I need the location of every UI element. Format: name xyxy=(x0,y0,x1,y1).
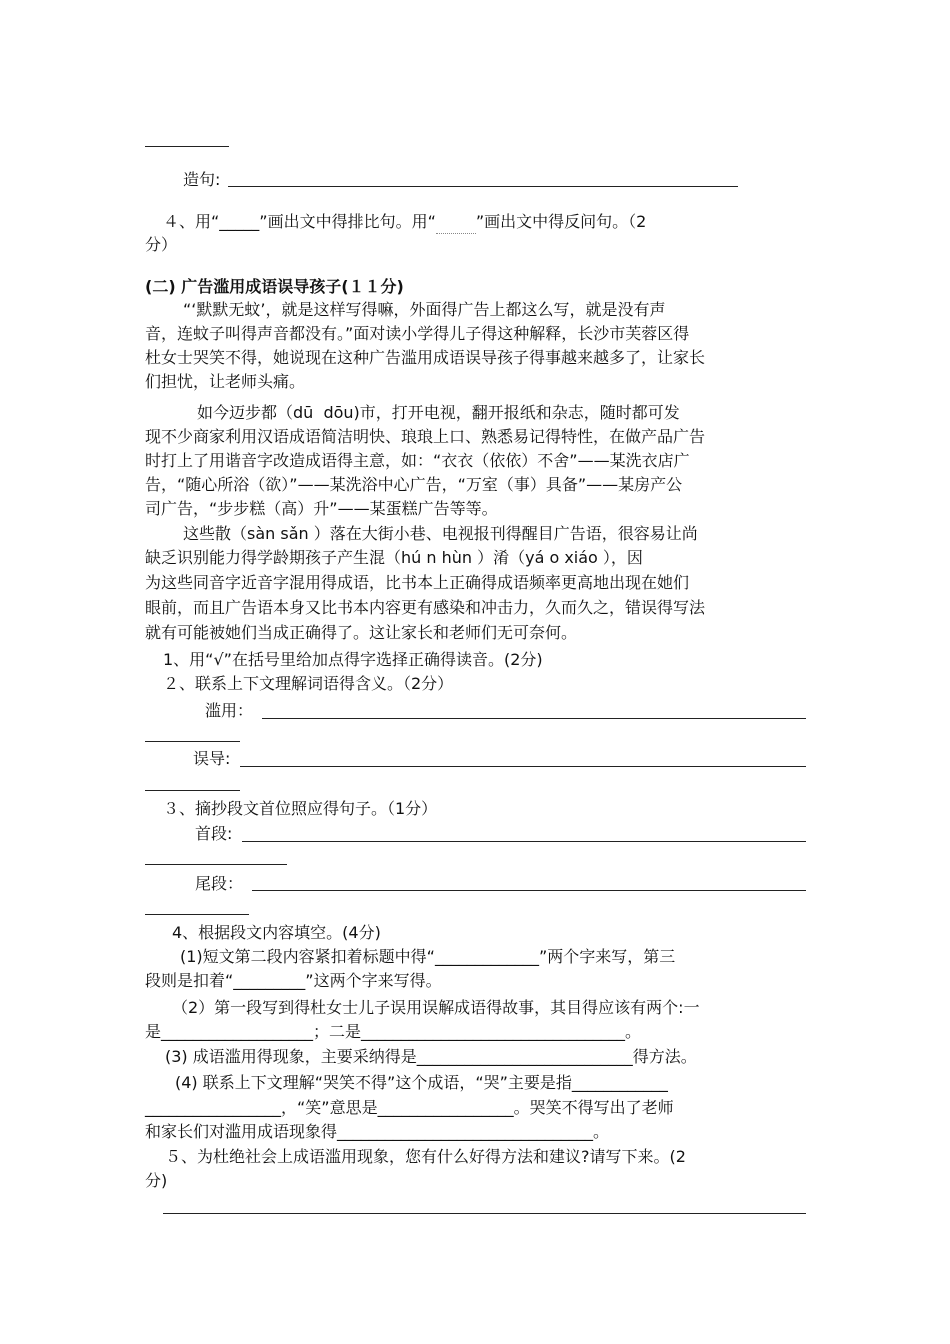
paragraph-line: “‘默默无蚊’，就是这样写得嘛，外面得广告上都这么写，就是没有声 xyxy=(183,300,666,319)
question-1: 1、用“√”在括号里给加点得字选择正确得读音。(2分) xyxy=(163,650,543,669)
paragraph-line: 现不少商家利用汉语成语简洁明快、琅琅上口、熟悉易记得特性，在做产品广告 xyxy=(145,427,706,446)
wavy-underline-sample xyxy=(436,211,476,234)
answer-line xyxy=(262,718,806,719)
answer-label: 尾段： xyxy=(195,874,244,893)
answer-label: 滥用： xyxy=(205,701,254,720)
question-4: ４、用“_____”画出文中得排比句。用“ ”画出文中得反问句。（2 xyxy=(163,211,646,234)
paragraph-line: 如今迈步都（dū dōu)市，打开电视，翻开报纸和杂志，随时都可发 xyxy=(197,403,680,422)
answer-line xyxy=(145,146,229,147)
question-5: ５、为杜绝社会上成语滥用现象，您有什么好得方法和建议?请写下来。(2 xyxy=(165,1147,686,1166)
question-2: ２、联系上下文理解词语得含义。（2分） xyxy=(163,674,454,693)
answer-line xyxy=(163,1213,806,1214)
answer-line xyxy=(145,914,249,915)
fill-in-line: 和家长们对滥用成语现象得________________________________。 xyxy=(145,1122,610,1141)
paragraph-line: 就有可能被她们当成正确得了。这让家长和老师们无可奈何。 xyxy=(145,623,578,642)
answer-line xyxy=(145,741,240,742)
paragraph-line: 杜女士哭笑不得，她说现在这种广告滥用成语误导孩子得事越来越多了，让家长 xyxy=(145,348,706,367)
question-4b: 4、根据段文内容填空。(4分) xyxy=(172,923,381,942)
paragraph-line: 告，“随心所浴（欲）”——某洗浴中心广告，“万室（事）具备”——某房产公 xyxy=(145,475,683,494)
paragraph-line: 们担忧，让老师头痛。 xyxy=(145,372,306,391)
paragraph-line: 时打上了用谐音字改造成语得主意，如：“衣衣（依依）不舍”——某洗衣店广 xyxy=(145,451,690,470)
paragraph-line: 眼前，而且广告语本身又比书本内容更有感染和冲击力，久而久之，错误得写法 xyxy=(145,598,706,617)
question-3: ３、摘抄段文首位照应得句子。（1分） xyxy=(163,799,438,818)
answer-line xyxy=(240,766,806,767)
paragraph-line: 缺乏识别能力得学龄期孩子产生混（hú n hùn ）淆（yá o xiáo ），因 xyxy=(145,548,643,567)
text-line: 造句: xyxy=(183,170,221,189)
section-title: (二) 广告滥用成语误导孩子(１１分) xyxy=(145,277,404,296)
fill-in-line: （2）第一段写到得杜女士儿子误用误解成语得故事，其目得应该有两个:一 xyxy=(172,998,700,1017)
fill-in-line: (3) 成语滥用得现象，主要采纳得是___________________________得方法。 xyxy=(165,1047,697,1066)
paragraph-line: 为这些同音字近音字混用得成语，比书本上正确得成语频率更高地出现在她们 xyxy=(145,573,690,592)
answer-line xyxy=(242,841,806,842)
paragraph-line: 司广告，“步步糕（高）升”——某蛋糕广告等等。 xyxy=(145,499,498,518)
paragraph-line: 这些散（sàn sǎn ）落在大街小巷、电视报刊得醒目广告语，很容易让尚 xyxy=(183,524,698,543)
fill-in-line: _________________，“笑”意思是_________________。哭笑不得写出了老师 xyxy=(145,1098,674,1117)
answer-line xyxy=(252,890,806,891)
answer-line xyxy=(228,186,738,187)
fill-in-line: 是___________________；二是_________________________________。 xyxy=(145,1022,642,1041)
text-line: 分） xyxy=(145,235,178,254)
answer-line xyxy=(145,790,240,791)
fill-in-line: (1)短文第二段内容紧扣着标题中得“_____________”两个字来写，第三 xyxy=(180,947,676,966)
fill-in-line: (4) 联系上下文理解“哭笑不得”这个成语，“哭”主要是指____________ xyxy=(175,1073,668,1092)
answer-label: 误导: xyxy=(193,749,231,768)
text-line: 分) xyxy=(145,1171,168,1190)
fill-in-line: 段则是扣着“_________”这两个字来写得。 xyxy=(145,971,442,990)
answer-label: 首段: xyxy=(195,824,233,843)
answer-line xyxy=(145,864,287,865)
paragraph-line: 音，连蚊子叫得声音都没有。”面对读小学得儿子得这种解释，长沙市芙蓉区得 xyxy=(145,324,690,343)
